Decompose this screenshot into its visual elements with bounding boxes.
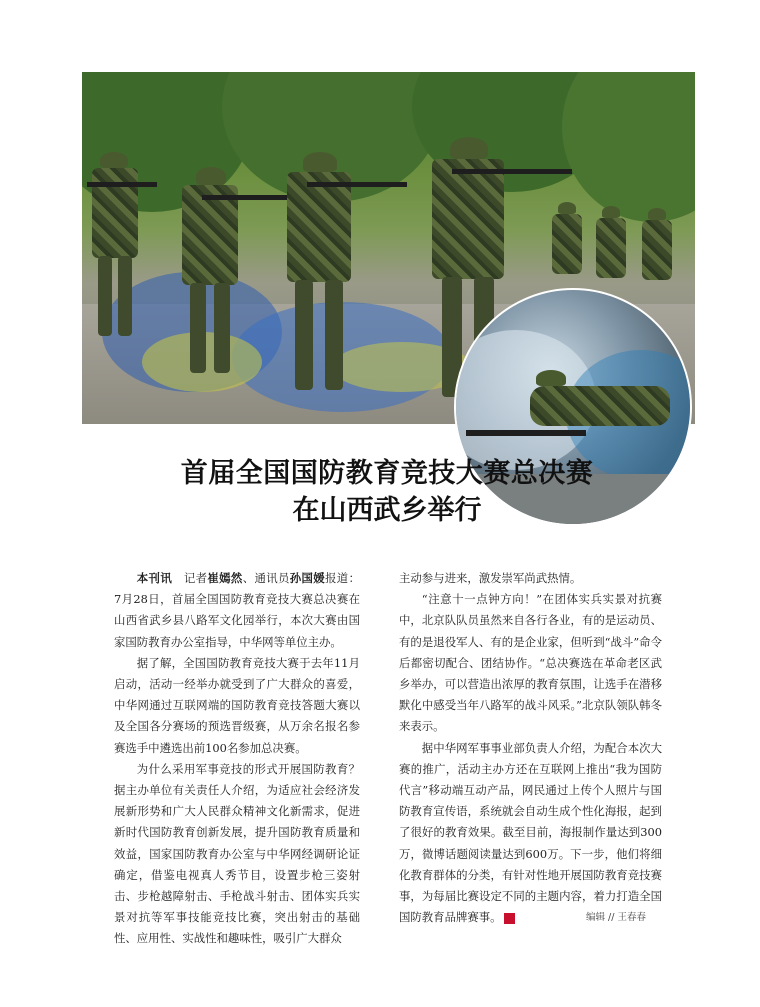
article-paragraph: [399, 738, 662, 929]
end-mark-icon: G: [504, 913, 515, 924]
article-paragraph: [114, 568, 360, 653]
article-paragraph: “注意十一点钟方向！”在团体实兵实景对抗赛中，北京队队员虽然来自各行各业，有的是运动员、有的是退役军人、有的是企业家，但听到“战斗”命令后都密切配合、团结协作。“总决赛选在革命老区武乡举办，可以营造出浓厚的教育氛围，让选手在潜移默化中感受当年八路军的战斗风采。”北京队领队韩冬来表示。: [399, 592, 662, 734]
paragraph-text: 据中华网军事事业部负责人介绍，为配合本次大赛的推广，活动主办方还在互联网上推出“我为国防代言”移动端互动产品，网民通过上传个人照片与国防教育宣传语，系统就会自动生成个性化海报，起到了很好的教育效果。截至目前，海报制作量达到300万，微博话题阅读量达到600万。下一步，他们将细化教育群体的分类，有针对性地开展国防教育竞技赛事，为每届比赛设定不同的主题内容，着力打造全国国防教育品牌赛事。: [399, 740, 662, 925]
editor-credit: 编辑 // 王春春: [586, 912, 646, 923]
article-paragraph: 主动参与进来，激发崇军尚武热情。: [399, 571, 582, 585]
byline-text: 、通讯员: [242, 571, 290, 585]
article-column-right: [399, 568, 662, 928]
article-paragraph: 为什么采用军事竞技的形式开展国防教育？据主办单位有关责任人介绍，为适应社会经济发展新形势和广大人民群众精神文化新需求，促进新时代国防教育创新发展，提升国防教育质量和效益，国家国防教育办公室与中华网经调研论证确定，借鉴电视真人秀节目，设置步枪三姿射击、步枪越障射击、手枪战斗射击、团体实兵实景对抗等军事技能竞技比赛，突出射击的基础性、应用性、实战性和趣味性，吸引广大群众: [114, 761, 360, 946]
article-title-line2: 在山西武乡举行: [292, 495, 482, 526]
article-title-line1: 首届全国国防教育竞技大赛总决赛: [180, 458, 594, 489]
byline-text: 记者: [172, 571, 208, 585]
byline-author: 孙国媛: [289, 571, 326, 585]
byline-author: 崔嫣然: [207, 571, 243, 585]
paragraph-text: 报道：7月28日，首届全国国防教育竞技大赛总决赛在山西省武乡县八路军文化园举行，本次大赛由国家国防教育办公室指导，中华网等单位主办。: [114, 571, 360, 649]
byline-lead: 本刊讯: [136, 571, 173, 585]
article-column-left: [114, 568, 360, 950]
article-paragraph: 据了解，全国国防教育竞技大赛于去年11月启动，活动一经举办就受到了广大群众的喜爱，中华网通过互联网端的国防教育竞技答题大赛以及全国各分赛场的预选晋级赛，从万余名报名参赛选手中遴选出前100名参加总决赛。: [114, 655, 360, 755]
